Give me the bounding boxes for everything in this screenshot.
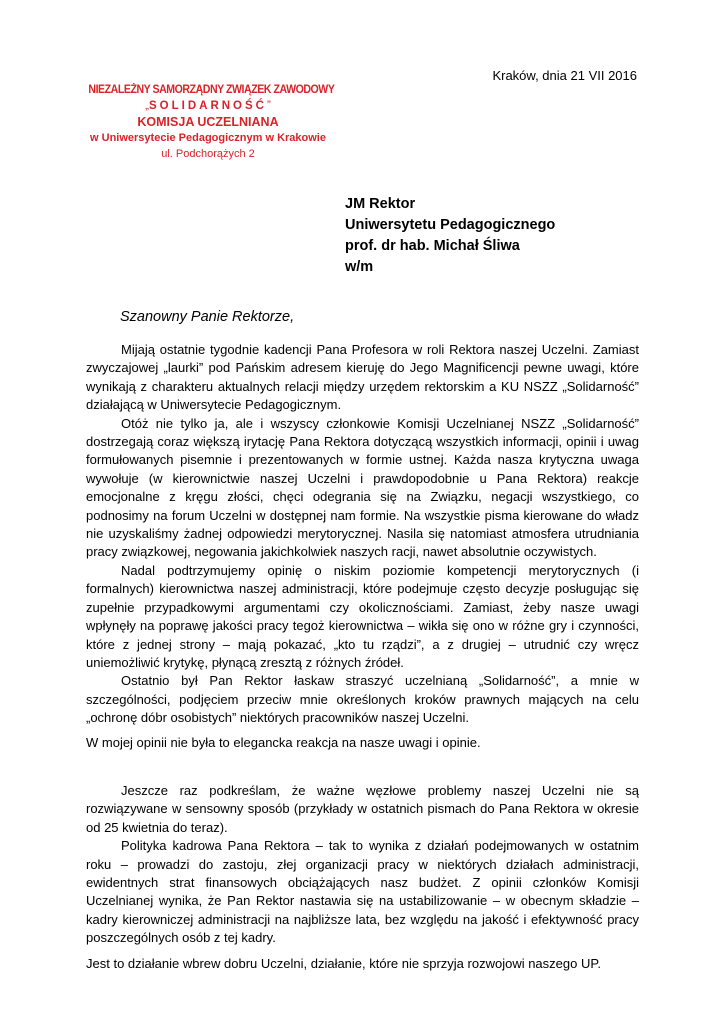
- body-paragraph: Ostatnio był Pan Rektor łaskaw straszyć uczelnianą „Solidarność”, a mnie w szczególności, podjęciem przeciw mnie określonych kroków prawnych mających na celu „ochronę dóbr osobistych” niektórych pracowników naszej Uczelni.: [86, 673, 639, 726]
- body-paragraph: Jeszcze raz podkreślam, że ważne węzłowe problemy naszej Uczelni nie są rozwiązywane w sensowny sposób (przykłady w ostatnich pismach do Pana Rektora w okresie od 25 kwietnia do teraz).: [86, 782, 639, 835]
- body-paragraph: Nadal podtrzymujemy opinię o niskim poziomie kompetencji merytorycznych (i formalnych) kierownictwa naszej administracji, które podejmuje często decyzje posługując się zupełnie przypadkowymi argumentami czy okolicznościami. Zamiast, żeby nasze uwagi wpłynęły na poprawę jakości pracy tegoż kierownictwa – wikła się ono w różne gry i czynności, które z jednej strony – mają pokazać, „kto tu rządzi”, a z drugiej – utrudnić czy wręcz uniemożliwić krytykę, płynącą zresztą z różnych źródeł.: [86, 562, 639, 670]
- letterhead-organization: NIEZALEŻNY SAMORZĄDNY ZWIĄZEK ZAWODOWY: [88, 84, 335, 96]
- letterhead-address: ul. Podchorążych 2: [161, 148, 255, 160]
- letterhead-union-name: [78, 98, 338, 114]
- quote-open: „: [145, 100, 149, 112]
- body-paragraph: Jest to działanie wbrew dobru Uczelni, działanie, które nie sprzyja rozwojowi naszego UP.: [86, 955, 601, 971]
- recipient-line: Uniwersytetu Pedagogicznego: [345, 217, 556, 233]
- recipient-line: w/m: [345, 259, 374, 275]
- salutation: Szanowny Panie Rektorze,: [120, 309, 295, 325]
- body-paragraph: W mojej opinii nie była to elegancka reakcja na nasze uwagi i opinie.: [86, 734, 481, 750]
- recipient-line: JM Rektor: [345, 196, 416, 212]
- letter-date: Kraków, dnia 21 VII 2016: [492, 68, 637, 83]
- body-paragraph: Mijają ostatnie tygodnie kadencji Pana Profesora w roli Rektora naszej Uczelni. Zamiast zwyczajowej „laurki” pod Pańskim adresem kieruję do Jego Magnificencji pewne uwagi, które wynikają z charakteru aktualnych relacji między urzędem rektorskim a KU NSZZ „Solidarność” działającą w Uniwersytecie Pedagogicznym.: [86, 342, 639, 413]
- quote-close: ”: [266, 100, 271, 112]
- body-paragraph: Otóż nie tylko ja, ale i wszyscy członkowie Komisji Uczelnianej NSZZ „Solidarność” dostrzegają coraz większą irytację Pana Rektora dotyczącą wszystkich informacji, opinii i uwag formułowanych pisemnie i prezentowanych w formie ustnej. Każda nasza krytyczna uwaga wywołuje (w kierownictwie naszej Uczelni i prawdopodobnie u Pana Rektora) reakcje emocjonalne z kręgu złości, chęci odegrania się na Związku, negacji wszystkiego, co podnosimy na forum Uczelni w dostępnej nam formie. Na wszystkie pisma kierowane do władz nie uzyskaliśmy żadnej odpowiedzi merytorycznej. Nasila się natomiast atmosfera utrudniania pracy związkowej, negowania jakichkolwiek naszych racji, nawet absolutnie oczywistych.: [86, 415, 639, 560]
- letterhead: [78, 82, 338, 162]
- recipient-line: prof. dr hab. Michał Śliwa: [345, 238, 520, 254]
- letterhead-commission: KOMISJA UCZELNIANA: [137, 115, 279, 129]
- letterhead-university: w Uniwersytecie Pedagogicznym w Krakowie: [90, 132, 326, 144]
- recipient-block: [345, 194, 555, 278]
- body-paragraph: Polityka kadrowa Pana Rektora – tak to wynika z działań podejmowanych w ostatnim roku – prowadzi do zastoju, złej organizacji pracy w niektórych działach administracji, ewidentnych strat finansowych obciążających nasz budżet. Z opinii członków Komisji Uczelnianej wynika, że Pan Rektor nastawia się na ustabilizowanie – w obecnym składzie – kadry kierowniczej administracji na najbliższe lata, bez względu na jakość i efektywność pracy poszczególnych osób z tej kadry.: [86, 838, 639, 946]
- union-name-text: SOLIDARNOŚĆ: [149, 100, 267, 112]
- letter-body: [86, 341, 639, 973]
